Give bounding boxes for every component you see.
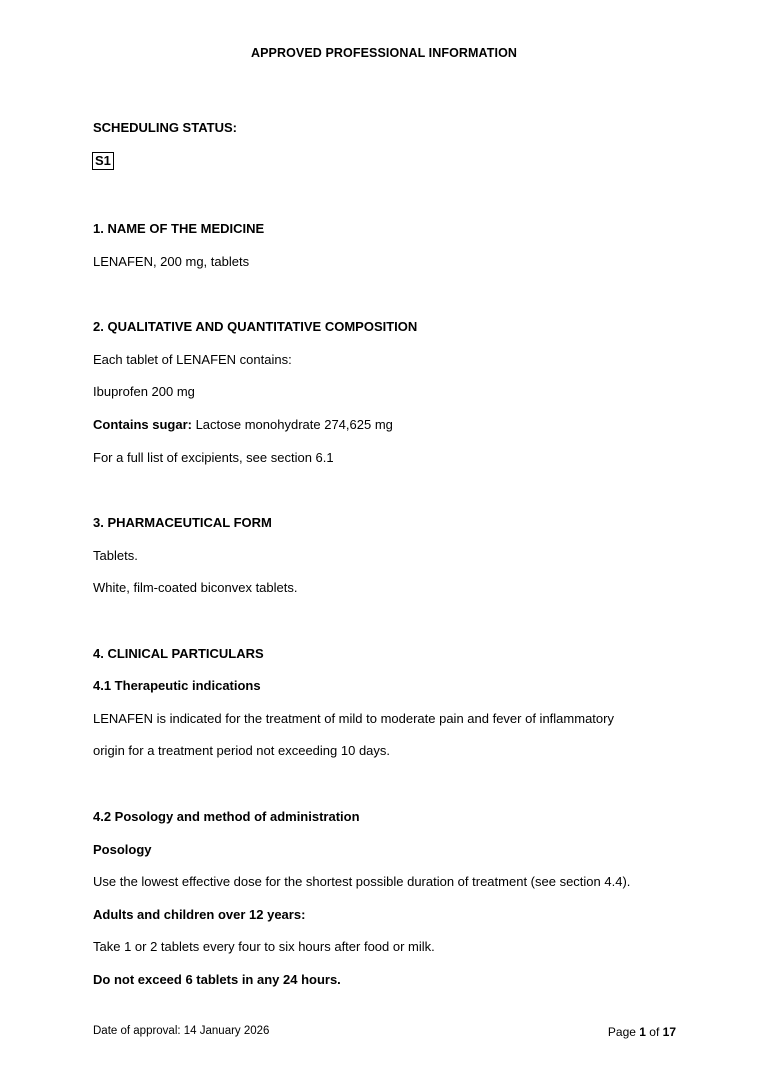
scheduling-status-label: SCHEDULING STATUS: (93, 120, 237, 135)
section-4-1-title: 4.1 Therapeutic indications (93, 678, 261, 693)
indications-line-1: LENAFEN is indicated for the treatment of mild to moderate pain and fever of inflammatory (93, 711, 614, 726)
page-word: Page (607, 1025, 640, 1039)
posology-text: Use the lowest effective dose for the shortest possible duration of treatment (see section 4.4). (93, 874, 631, 889)
composition-line-2: Ibuprofen 200 mg (93, 384, 195, 399)
schedule-value: S1 (92, 152, 114, 170)
form-line-2: White, film-coated biconvex tablets. (93, 580, 298, 595)
contains-sugar-label: Contains sugar: (93, 417, 192, 432)
posology-heading: Posology (93, 842, 152, 857)
document-header: APPROVED PROFESSIONAL INFORMATION (250, 46, 518, 60)
of-word: of (645, 1025, 663, 1039)
page-current: 1 (639, 1025, 646, 1039)
adults-dose-text: Take 1 or 2 tablets every four to six hours after food or milk. (93, 939, 435, 954)
form-line-1: Tablets. (93, 548, 138, 563)
section-1-title: 1. NAME OF THE MEDICINE (93, 221, 265, 236)
indications-line-2: origin for a treatment period not exceeding 10 days. (93, 743, 391, 758)
excipients-note: For a full list of excipients, see section 6.1 (93, 450, 334, 465)
max-dose-warning: Do not exceed 6 tablets in any 24 hours. (93, 972, 341, 987)
page-number (608, 1025, 676, 1039)
section-4-2-title: 4.2 Posology and method of administration (93, 809, 360, 824)
approval-date: Date of approval: 14 January 2026 (93, 1025, 270, 1037)
contains-sugar-line (93, 417, 393, 432)
section-4-title: 4. CLINICAL PARTICULARS (93, 646, 264, 661)
contains-sugar-value: Lactose monohydrate 274,625 mg (191, 417, 393, 432)
adults-heading: Adults and children over 12 years: (93, 907, 306, 922)
page-total: 17 (662, 1025, 676, 1039)
schedule-box (92, 152, 114, 170)
medicine-name: LENAFEN, 200 mg, tablets (93, 254, 250, 269)
composition-line-1: Each tablet of LENAFEN contains: (93, 352, 292, 367)
section-3-title: 3. PHARMACEUTICAL FORM (93, 515, 272, 530)
section-2-title: 2. QUALITATIVE AND QUANTITATIVE COMPOSITION (93, 319, 418, 334)
